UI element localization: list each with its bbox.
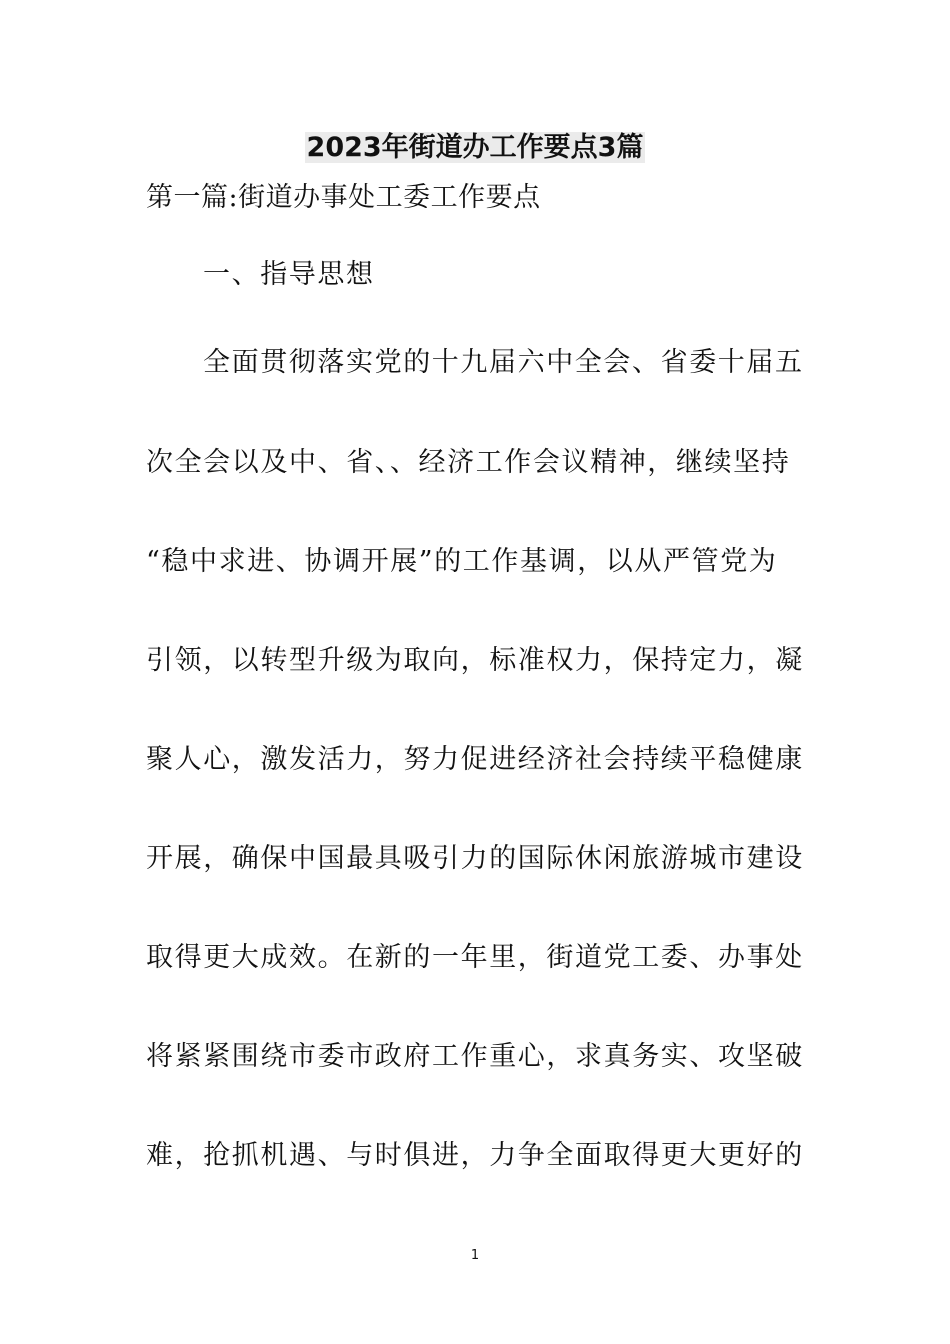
paragraph-line: “稳中求进、协调开展”的工作基调，以从严管党为 — [146, 546, 778, 577]
paragraph-line: 开展，确保中国最具吸引力的国际休闲旅游城市建设 — [146, 843, 804, 874]
paragraph-line: 难，抢抓机遇、与时俱进，力争全面取得更大更好的 — [146, 1140, 804, 1171]
document-title — [0, 128, 950, 168]
document-title-text: 2023年街道办工作要点3篇 — [306, 132, 644, 163]
paragraph-line: 取得更大成效。在新的一年里，街道党工委、办事处 — [146, 942, 804, 973]
paragraph-line: 引领，以转型升级为取向，标准权力，保持定力，凝 — [146, 645, 804, 676]
paragraph-line: 全面贯彻落实党的十九届六中全会、省委十届五 — [203, 347, 804, 378]
paragraph-line: 聚人心，激发活力，努力促进经济社会持续平稳健康 — [146, 744, 804, 775]
paragraph-line: 将紧紧围绕市委市政府工作重心，求真务实、攻坚破 — [146, 1041, 804, 1072]
paragraph-line: 次全会以及中、省、、经济工作会议精神，继续坚持 — [146, 447, 791, 478]
page-number: 1 — [470, 1248, 480, 1263]
section-heading: 一、指导思想 — [203, 259, 375, 290]
document-subtitle: 第一篇:街道办事处工委工作要点 — [146, 182, 541, 213]
